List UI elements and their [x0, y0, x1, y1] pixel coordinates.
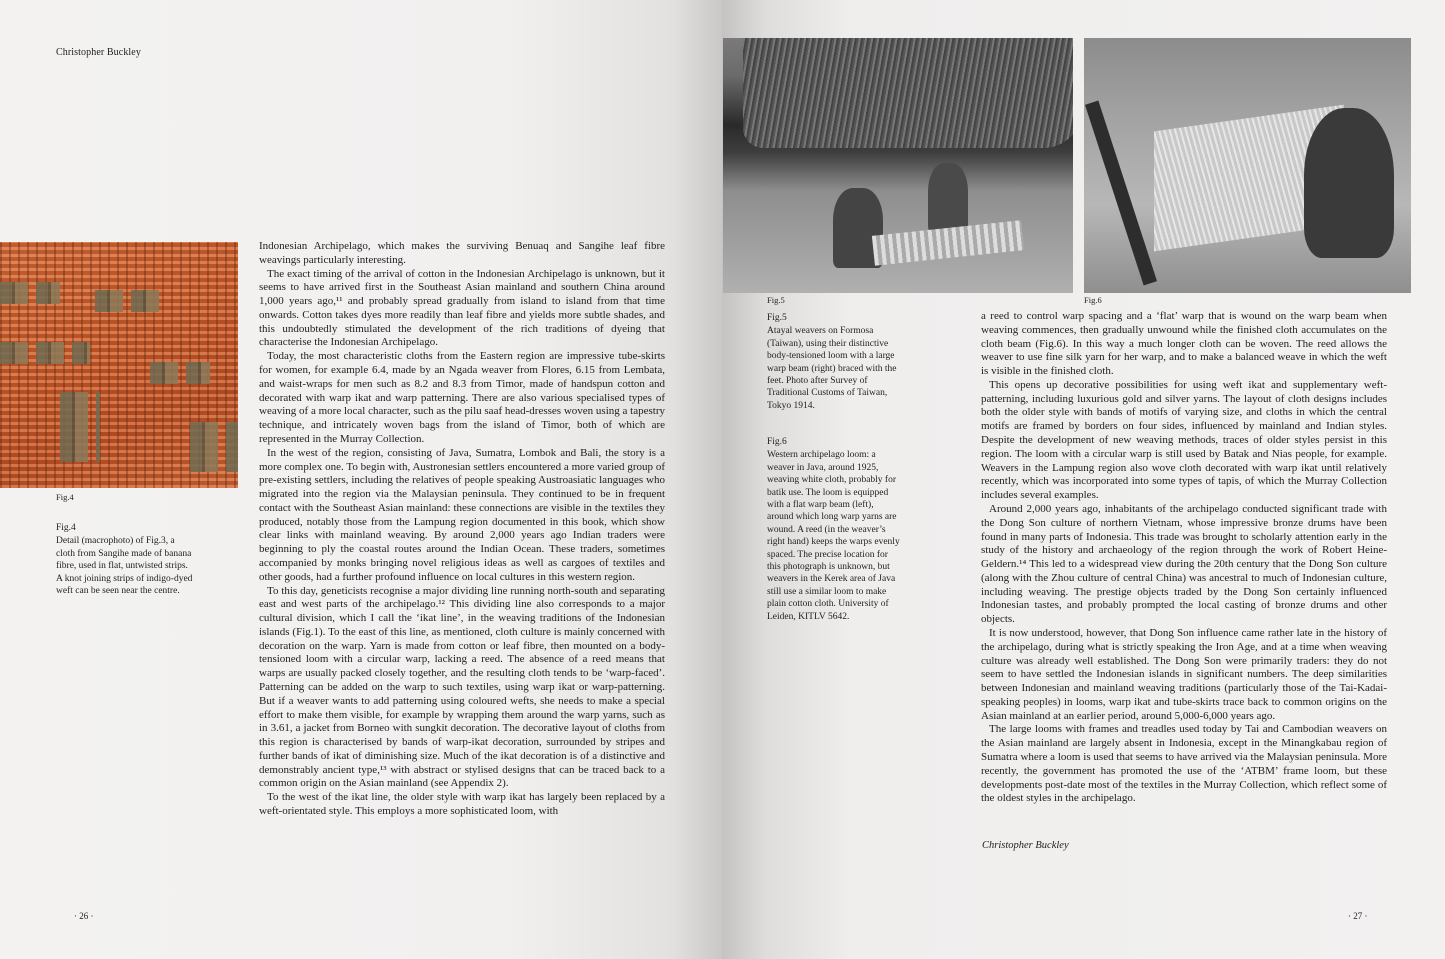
fig4-photo	[0, 242, 238, 488]
paragraph: To the west of the ikat line, the older style with warp ikat has largely been replaced by a weft-orientated style. This employs a more sophisticated loom, with	[259, 791, 665, 818]
author-signature: Christopher Buckley	[982, 840, 1069, 851]
paragraph: Today, the most characteristic cloths from the Eastern region are impressive tube-skirts for women, for example 6.4, made by an Ngada weaver from Flores, 6.15 from Lembata, and waist-wraps for men such as 8.2 and 8.3 from Timor, made of handspun cotton and decorated with warp ikat and warp patterning. There are also various specialised types of weaving of a more local character, such as the pilu saaf head-dresses woven using a tapestry technique, and intricately woven bags from the island of Timor, both of which are represented in the Murray Collection.	[259, 350, 665, 445]
paragraph: The exact timing of the arrival of cotton in the Indonesian Archipelago is unknown, but it seems to have arrived first in the Southeast Asian mainland and southern China around 1,000 years ago,¹¹ and probably spread gradually from island to island from that time onwards. Cotton takes dyes more readily than leaf fibre and yields more subtle shades, and this undoubtedly stimulated the development of the rich traditions of dyeing that characterise the Indonesian Archipelago.	[259, 267, 665, 349]
fig4-label: Fig.4	[56, 492, 74, 502]
paragraph: Indonesian Archipelago, which makes the surviving Benuaq and Sangihe leaf fibre weavings particularly interesting.	[259, 240, 665, 266]
paragraph: In the west of the region, consisting of Java, Sumatra, Lombok and Bali, the story is a more complex one. To begin with, Austronesian settlers encountered a more varied group of pre-existing settlers, including the relatives of people speaking Austroasiatic languages who migrated into the region via the Malaysian peninsula. They continued to be in frequent contact with the Southeast Asian mainland: these connections are visible in the textiles they produced, notably those from the Lampung region documented in this book, which show clear links with mainland weaving. By around 2,000 years ago Indian traders were beginning to ply the coastal routes around the Indian Ocean. These traders, sometimes accompanied by monks bringing novel religious ideas as well as cargoes of textiles and other goods, had a further profound influence on local cultures in this western region.	[259, 446, 665, 583]
left-body-text	[259, 240, 665, 819]
paragraph: It is now understood, however, that Dong Son influence came rather late in the history of the archipelago, during what is strictly speaking the Iron Age, and at a time when weaving culture was already well established. The Dong Son were primarily traders: they do not seem to have settled the Indonesian islands in significant numbers. The deep similarities between Indonesian and mainland weaving traditions (particularly those of the Tai-Kadai-speaking peoples) in looms, warp ikat and tube-skirts trace back to common origins on the Asian mainland at an earlier period, around 5,000-6,000 years ago.	[981, 626, 1387, 722]
fig6-caption-title: Fig.6	[767, 437, 787, 447]
fig6-caption-text: Western archipelago loom: a weaver in Java, around 1925, weaving white cloth, probably for batik use. The loom is equipped with a flat warp beam (left), around which long warp yarns are wound. A reed (in the weaver’s right hand) keeps the warps evenly spaced. The precise location for this photograph is unknown, but weavers in the Kerek area of Java still use a similar loom to make plain cotton cloth. University of Leiden, KITLV 5642.	[767, 450, 900, 622]
running-head: Christopher Buckley	[56, 47, 141, 58]
paragraph: The large looms with frames and treadles used today by Tai and Cambodian weavers on the Asian mainland are largely absent in Indonesia, except in the Minangkabau region of Sumatra where a loom is used that seems to have arrived via the Malaysian peninsula. More recently, the government has promoted the use of the ‘ATBM’ frame loom, but these developments post-date most of the textiles in the Murray Collection, which reflect some of the oldest styles in the archipelago.	[981, 723, 1387, 805]
right-folio: · 27 ·	[1348, 911, 1368, 921]
left-folio: · 26 ·	[74, 911, 94, 921]
right-body-text	[981, 310, 1387, 806]
fig5-caption	[767, 312, 899, 412]
fig6-photo	[1084, 38, 1411, 293]
paragraph: Around 2,000 years ago, inhabitants of the archipelago conducted significant trade with the Dong Son culture of northern Vietnam, whose impressive bronze drums have been found in many parts of Indonesia. This trade was brought to scholarly attention early in the study of the history and archaeology of the region through the work of Robert Heine-Geldern.¹⁴ This led to a widespread view during the 20th century that the Dong Son culture (along with the Zhou culture of central China) was ancestral to much of Indonesian culture, including weaving. The prestige objects traded by the Dong Son certainly influenced Indonesian tastes, and probably prompted the local casting of bronze drums and other objects.	[981, 502, 1387, 626]
paragraph: This opens up decorative possibilities for using weft ikat and supplementary weft-patterning, including luxurious gold and silver yarns. The layout of cloth designs includes both the older style with bands of motifs of varying size, and cloths in which the central motifs are framed by borders on four sides, influenced by mainland and Indian styles. Despite the development of new weaving methods, traces of older styles persist in this region. The loom with a circular warp is still used by Batak and Nias people, for example. Weavers in the Lampung region also wove cloth decorated with warp ikat until relatively recently, which was incorporated into some types of tapis, of which the Murray Collection includes several examples.	[981, 378, 1387, 502]
fig6-label: Fig.6	[1084, 295, 1102, 305]
fig4-caption-text: Detail (macrophoto) of Fig.3, a cloth from Sangihe made of banana fibre, used in flat, untwisted strips. A knot joining strips of indigo-dyed weft can be seen near the centre.	[56, 536, 193, 597]
paragraph: a reed to control warp spacing and a ‘flat’ warp that is wound on the warp beam when weaving commences, then gradually unwound while the finished cloth accumulates on the cloth beam (Fig.6). In this way a much longer cloth can be woven. The reed allows the weaver to use fine silk yarn for her warp, and to make a balanced weave in which the weft is visible in the finished cloth.	[981, 310, 1387, 378]
fig5-caption-title: Fig.5	[767, 313, 787, 323]
fig5-photo	[723, 38, 1073, 293]
paragraph: To this day, geneticists recognise a major dividing line running north-south and separating east and west parts of the archipelago.¹² This dividing line also corresponds to a major cultural division, which I call the ‘ikat line’, in the weaving traditions of the Indonesian islands (Fig.1). To the east of this line, as mentioned, cloth culture is mainly concerned with decoration on the warp. Yarn is made from cotton or leaf fibre, then mounted on a body-tensioned loom with a circular warp, lacking a reed. The absence of a reed means that warps are usually packed closely together, and the resulting cloth tends to be ‘warp-faced’. Patterning can be added on the warp to such textiles, using warp ikat or warp-patterning. But if a weaver wants to add patterning using coloured wefts, she needs to make a special effort to make them visible, for example by wrapping them around the warp yarns, such as in 3.61, a jacket from Borneo with sungkit decoration. The decorative layout of cloths from this region is characterised by bands of warp-ikat decoration, surrounded by stripes and further bands of ikat of diminishing size. Much of the ikat decoration is of a distinctive and demonstrably ancient type,¹³ with abstract or stylised designs that can be traced back to a common origin on the Asian mainland (see Appendix 2).	[259, 584, 665, 790]
fig4-caption	[56, 522, 196, 597]
fig5-label: Fig.5	[767, 295, 785, 305]
fig4-caption-title: Fig.4	[56, 523, 76, 533]
fig6-caption	[767, 436, 901, 623]
fig5-caption-text: Atayal weavers on Formosa (Taiwan), using their distinctive body-tensioned loom with a large warp beam (right) braced with the feet. Photo after Survey of Traditional Customs of Taiwan, Tokyo 1914.	[767, 326, 897, 411]
